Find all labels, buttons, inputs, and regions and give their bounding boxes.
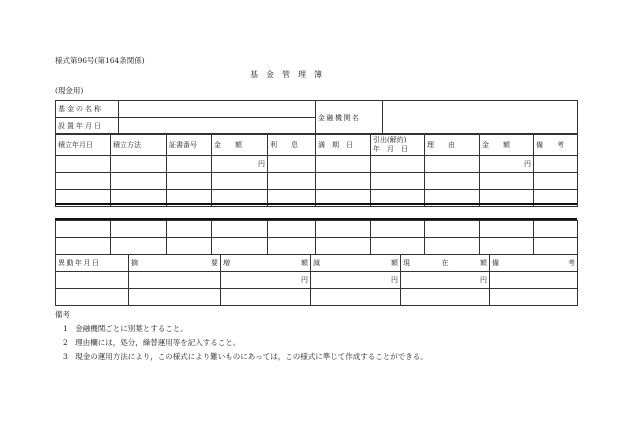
remarks-char-1: 備	[492, 259, 499, 267]
summary-char-1: 摘	[131, 259, 138, 267]
col-amount: 金 額	[212, 134, 268, 156]
divider-line	[55, 203, 577, 205]
current-char-2: 在	[441, 259, 449, 267]
fund-name-label: 基金の名称	[56, 101, 119, 118]
table-row	[56, 221, 578, 238]
summary-char-2: 要	[211, 259, 218, 267]
yen-unit: 円	[311, 272, 401, 289]
col-certificate-no: 証書番号	[167, 134, 212, 156]
increase-char-2: 額	[301, 259, 308, 267]
col-deposit-method: 積立方法	[111, 134, 167, 156]
col-increase	[221, 255, 311, 272]
table-row	[56, 238, 578, 255]
page-title: 基 金 管 理 簿	[250, 70, 322, 79]
col-current	[401, 255, 490, 272]
ledger-table-2	[55, 220, 578, 255]
decrease-char-1: 減	[313, 259, 320, 267]
withdrawal-label: 引出(解約)	[373, 135, 407, 144]
form-number: 様式第96号(第164条関係)	[55, 56, 145, 65]
current-char-1: 現	[403, 259, 410, 267]
notes-heading: 備考	[55, 310, 70, 319]
note-item-1: 1 金融機関ごとに別葉とすること。	[63, 324, 188, 333]
increase-char-1: 増	[223, 259, 230, 267]
yen-unit: 円	[221, 272, 311, 289]
decrease-char-2: 額	[391, 259, 398, 267]
col-deposit-date: 積立年月日	[56, 134, 111, 156]
yen-unit: 円	[401, 272, 490, 289]
yen-unit: 円	[480, 156, 534, 173]
col-remarks: 備 考	[534, 134, 578, 156]
col-reason: 理 由	[425, 134, 480, 156]
col-maturity-date: 満 期 日	[316, 134, 371, 156]
movement-table	[55, 254, 578, 306]
bank-name-value	[383, 101, 578, 135]
fund-name-value	[119, 101, 316, 118]
setup-date-value	[119, 118, 316, 135]
col-interest: 利 息	[268, 134, 316, 156]
col-summary	[129, 255, 221, 272]
col-amount-2: 金 額	[480, 134, 534, 156]
note-item-3: 3 現金の運用方法により，この様式により難いものにあっては，この様式に準じて作成することができる。	[63, 352, 428, 361]
current-char-3: 額	[480, 259, 487, 267]
table-row	[56, 156, 578, 173]
remarks-char-2: 考	[568, 259, 575, 267]
col-withdrawal-date	[371, 134, 425, 156]
setup-date-label: 設置年月日	[56, 118, 119, 135]
table-row	[56, 289, 578, 306]
col-decrease	[311, 255, 401, 272]
bank-name-label: 金融機関名	[316, 101, 383, 135]
table-row	[56, 173, 578, 190]
fund-info-table	[55, 100, 578, 135]
table-row	[56, 272, 578, 289]
note-item-2: 2 理由欄には，処分，繰替運用等を記入すること。	[63, 338, 241, 347]
ledger-table-1	[55, 133, 578, 207]
col-remarks-2	[490, 255, 578, 272]
col-change-date: 異動年月日	[56, 255, 129, 272]
subtitle: (現金用)	[55, 86, 84, 95]
withdrawal-ymd-label: 年 月 日	[373, 144, 408, 153]
yen-unit: 円	[212, 156, 268, 173]
